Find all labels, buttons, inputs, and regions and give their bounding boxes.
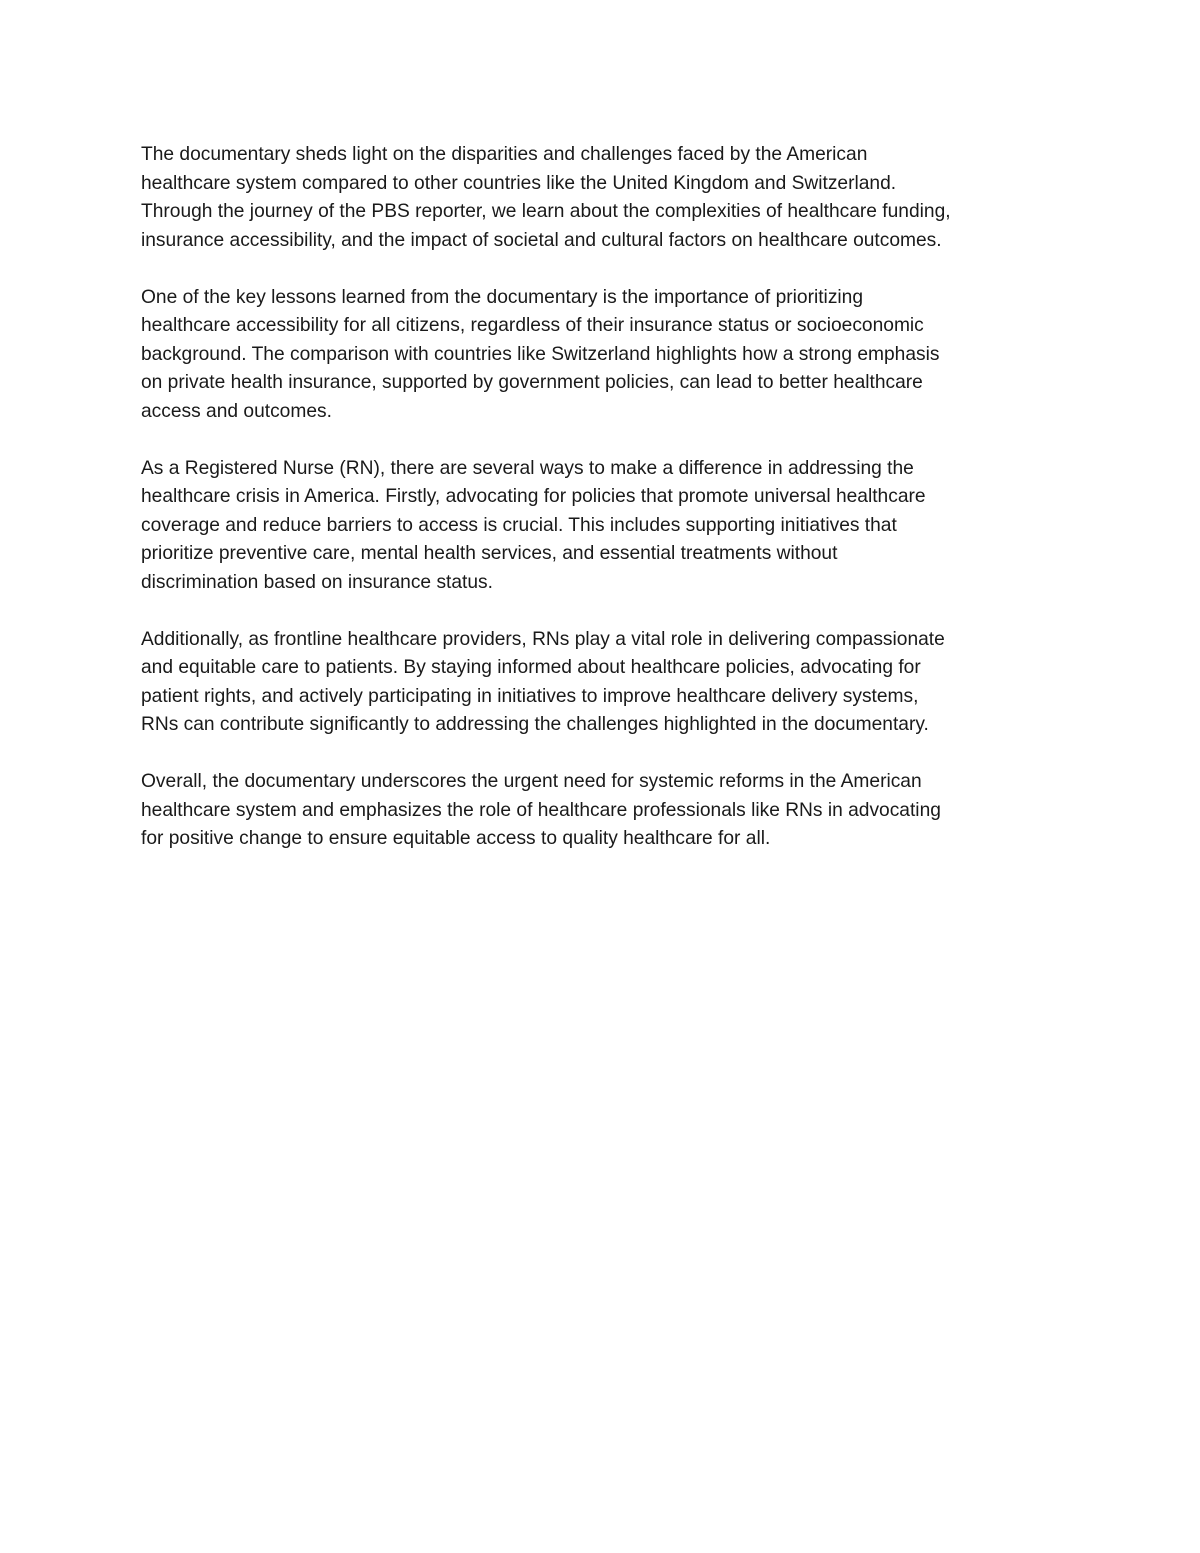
text-line: access and outcomes. bbox=[141, 400, 332, 422]
text-line: healthcare crisis in America. Firstly, advocating for policies that promote universal healthcare bbox=[141, 486, 926, 507]
text-line: Through the journey of the PBS reporter, we learn about the complexities of healthcare funding, bbox=[141, 201, 951, 222]
text-line: discrimination based on insurance status. bbox=[141, 571, 493, 593]
paragraph-2 bbox=[141, 284, 1061, 427]
text-line: healthcare system compared to other countries like the United Kingdom and Switzerland. bbox=[141, 172, 897, 194]
text-line: on private health insurance, supported by government policies, can lead to better healthcare bbox=[141, 372, 923, 393]
paragraph-5 bbox=[141, 768, 1061, 854]
text-line: for positive change to ensure equitable access to quality healthcare for all. bbox=[141, 828, 771, 849]
text-line: healthcare system and emphasizes the role of healthcare professionals like RNs in advocating bbox=[141, 799, 941, 821]
text-line: Additionally, as frontline healthcare providers, RNs play a vital role in delivering compassionate bbox=[141, 628, 945, 650]
text-line: The documentary sheds light on the disparities and challenges faced by the American bbox=[141, 144, 868, 165]
text-line: One of the key lessons learned from the documentary is the importance of prioritizing bbox=[141, 286, 864, 308]
paragraph-1 bbox=[141, 141, 1061, 255]
text-line: insurance accessibility, and the impact of societal and cultural factors on healthcare outcomes. bbox=[141, 229, 942, 251]
document-body bbox=[141, 141, 1061, 882]
text-line: healthcare accessibility for all citizens, regardless of their insurance status or socioeconomic bbox=[141, 315, 924, 336]
text-line: prioritize preventive care, mental health services, and essential treatments without bbox=[141, 543, 838, 564]
text-line: As a Registered Nurse (RN), there are several ways to make a difference in addressing the bbox=[141, 457, 914, 479]
paragraph-3 bbox=[141, 455, 1061, 598]
text-line: coverage and reduce barriers to access is crucial. This includes supporting initiatives that bbox=[141, 514, 897, 536]
text-line: Overall, the documentary underscores the urgent need for systemic reforms in the American bbox=[141, 771, 922, 792]
text-line: and equitable care to patients. By staying informed about healthcare policies, advocating for bbox=[141, 657, 921, 678]
text-line: RNs can contribute significantly to addressing the challenges highlighted in the documentary. bbox=[141, 714, 929, 735]
text-line: background. The comparison with countries like Switzerland highlights how a strong emphasis bbox=[141, 343, 940, 365]
text-line: patient rights, and actively participating in initiatives to improve healthcare delivery systems, bbox=[141, 685, 919, 707]
paragraph-4 bbox=[141, 626, 1061, 740]
